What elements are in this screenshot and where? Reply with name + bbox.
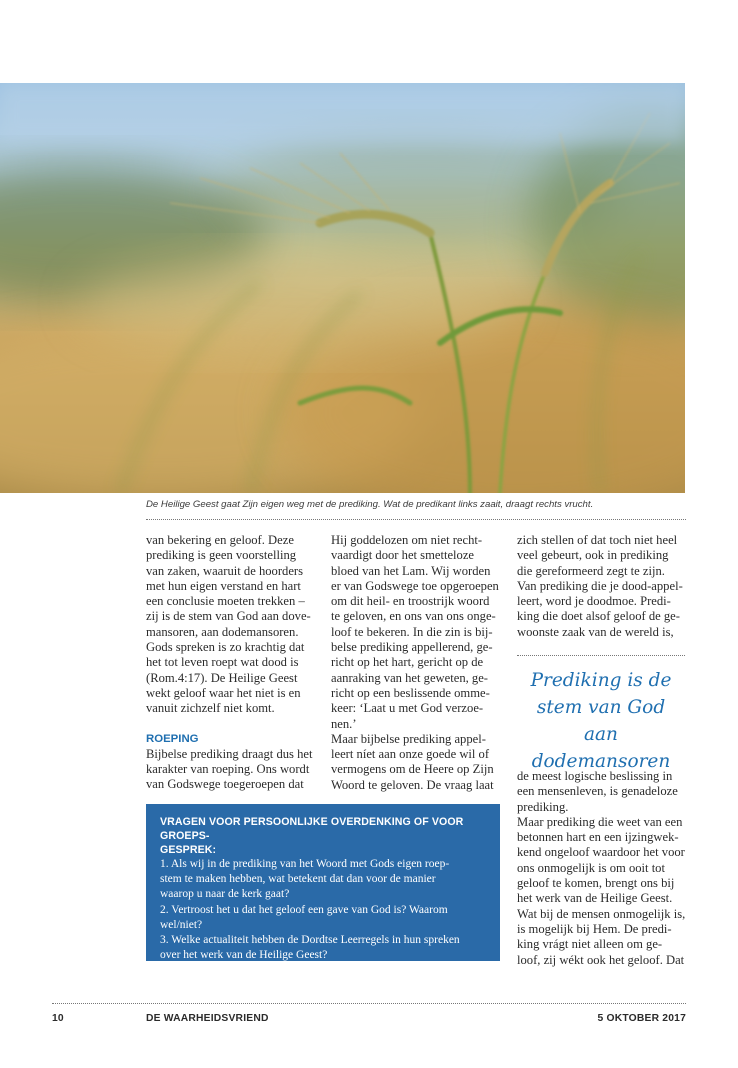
questions-title	[160, 815, 490, 857]
body-line: met hun eigen verstand en hart	[146, 578, 301, 593]
body-line: wekt geloof waar het niet is en	[146, 685, 301, 700]
body-line: king vrágt niet alleen om ge-	[517, 937, 663, 952]
body-line: aanraking van het geweten, ge-	[331, 670, 488, 685]
body-line: richt op een beslissende omme-	[331, 685, 490, 700]
body-line: belse prediking appellerend, ge-	[331, 640, 493, 655]
body-line: een mensenleven, is genadeloze	[517, 784, 678, 799]
body-line: woonste zaak van de wereld is,	[517, 624, 674, 639]
body-line: is mogelijk bij Hem. De predi-	[517, 921, 672, 936]
body-line: een conclusie moeten trekken –	[146, 594, 305, 609]
column-3-bottom	[517, 769, 685, 968]
body-line: Van prediking die je dood-appel-	[517, 578, 683, 593]
section-heading-roeping: ROEPING	[146, 732, 199, 745]
pullquote	[516, 667, 686, 775]
body-line: prediking is geen voorstelling	[146, 548, 297, 563]
question-line: stem te maken hebben, wat betekent dat dan voor de manier	[160, 873, 436, 886]
body-line: het tot leven roept wat dood is	[146, 655, 299, 670]
body-line: veel gebeurt, ook in prediking	[517, 548, 669, 563]
question-line: over het werk van de Heilige Geest?	[160, 949, 328, 962]
body-line: betonnen hart en een ijzingwek-	[517, 830, 679, 845]
body-line: prediking.	[517, 799, 569, 814]
body-line: de meest logische beslissing in	[517, 769, 673, 783]
body-line: geloof te komen, brengt ons bij	[517, 876, 675, 891]
pullquote-line: aan dodemansoren	[531, 724, 671, 772]
body-line: leert, word je doodmoe. Predi-	[517, 594, 671, 609]
question-line: 3. Welke actualiteit hebben de Dordtse Leerregels in hun spreken	[160, 934, 460, 947]
body-line: nen.’	[331, 716, 357, 731]
footer-divider	[52, 1003, 686, 1004]
body-line: loof, zij wékt ook het geloof. Dat	[517, 952, 685, 967]
pullquote-divider	[517, 655, 685, 656]
body-line: bloed van het Lam. Wij worden	[331, 563, 491, 578]
pullquote-line: stem van God	[536, 697, 666, 718]
photo-caption: De Heilige Geest gaat Zijn eigen weg met de prediking. Wat de predikant links zaait, draagt rechts vrucht.	[146, 499, 594, 510]
column-3-top	[517, 533, 683, 640]
body-line: zij is de stem van God aan dove-	[146, 609, 311, 624]
caption-divider	[146, 519, 686, 520]
body-line: die gereformeerd zegt te zijn.	[517, 563, 665, 578]
publication-name: DE WAARHEIDSVRIEND	[146, 1013, 269, 1024]
body-line: zich stellen of dat toch niet heel	[517, 533, 678, 547]
body-line: er van Godswege toe opgeroepen	[331, 578, 499, 593]
wheat-photo	[0, 83, 685, 493]
body-line: Maar prediking die weet van een	[517, 814, 683, 829]
body-line: Bijbelse prediking draagt dus het	[146, 746, 313, 761]
questions-box	[146, 804, 500, 961]
body-line: van Godswege toegeroepen dat	[146, 777, 304, 792]
pullquote-line: Prediking is de	[530, 670, 672, 691]
page-number: 10	[52, 1013, 64, 1024]
column-1	[146, 533, 312, 793]
column-2	[331, 533, 499, 793]
body-line: loof te bekeren. In die zin is bij-	[331, 624, 493, 639]
body-line: vermogens om de Heere op Zijn	[331, 762, 494, 777]
body-line: Wat bij de mensen onmogelijk is,	[517, 906, 686, 921]
question-line: 1. Als wij in de prediking van het Woord met Gods eigen roep-	[160, 858, 450, 870]
body-line: (Rom.4:17). De Heilige Geest	[146, 670, 298, 685]
body-line: leert níet aan onze goede wil of	[331, 747, 490, 762]
body-line: ons onmogelijk is om ooit tot	[517, 860, 665, 875]
body-line: Woord te geloven. De vraag laat	[331, 777, 494, 792]
body-line: kend ongeloof waardoor het voor	[517, 845, 685, 860]
body-line: Maar bijbelse prediking appel-	[331, 731, 486, 746]
questions-list	[160, 857, 490, 963]
body-line: Hij goddelozen om niet recht-	[331, 533, 483, 547]
questions-title-line: VRAGEN VOOR PERSOONLIJKE OVERDENKING OF VOOR GROEPS-	[160, 816, 464, 842]
body-line: king die doet alsof geloof de ge-	[517, 609, 680, 624]
publication-date: 5 OKTOBER 2017	[597, 1013, 686, 1024]
body-line: om dit heil- en troostrijk woord	[331, 594, 490, 609]
body-line: van zaken, waaruit de hoorders	[146, 563, 304, 578]
body-line: karakter van roeping. Ons wordt	[146, 762, 310, 777]
body-line: vanuit zichzelf niet komt.	[146, 701, 275, 716]
body-line: vaardigt door het smetteloze	[331, 548, 475, 563]
wheat-illustration	[0, 83, 685, 493]
body-line: keer: ‘Laat u met God verzoe-	[331, 701, 484, 716]
question-line: waarop u naar de kerk gaat?	[160, 888, 290, 901]
body-line: Gods spreken is zo krachtig dat	[146, 640, 305, 655]
body-line: mansoren, aan dodemansoren.	[146, 624, 299, 639]
question-line: wel/niet?	[160, 918, 203, 931]
questions-title-line: GESPREK:	[160, 844, 217, 856]
question-line: 2. Vertroost het u dat het geloof een gave van God is? Waarom	[160, 903, 448, 916]
body-line: te geloven, en ons van ons onge-	[331, 609, 496, 624]
body-line: richt op het hart, gericht op de	[331, 655, 484, 670]
body-line: van bekering en geloof. Deze	[146, 533, 294, 547]
body-line: het werk van de Heilige Geest.	[517, 891, 673, 906]
